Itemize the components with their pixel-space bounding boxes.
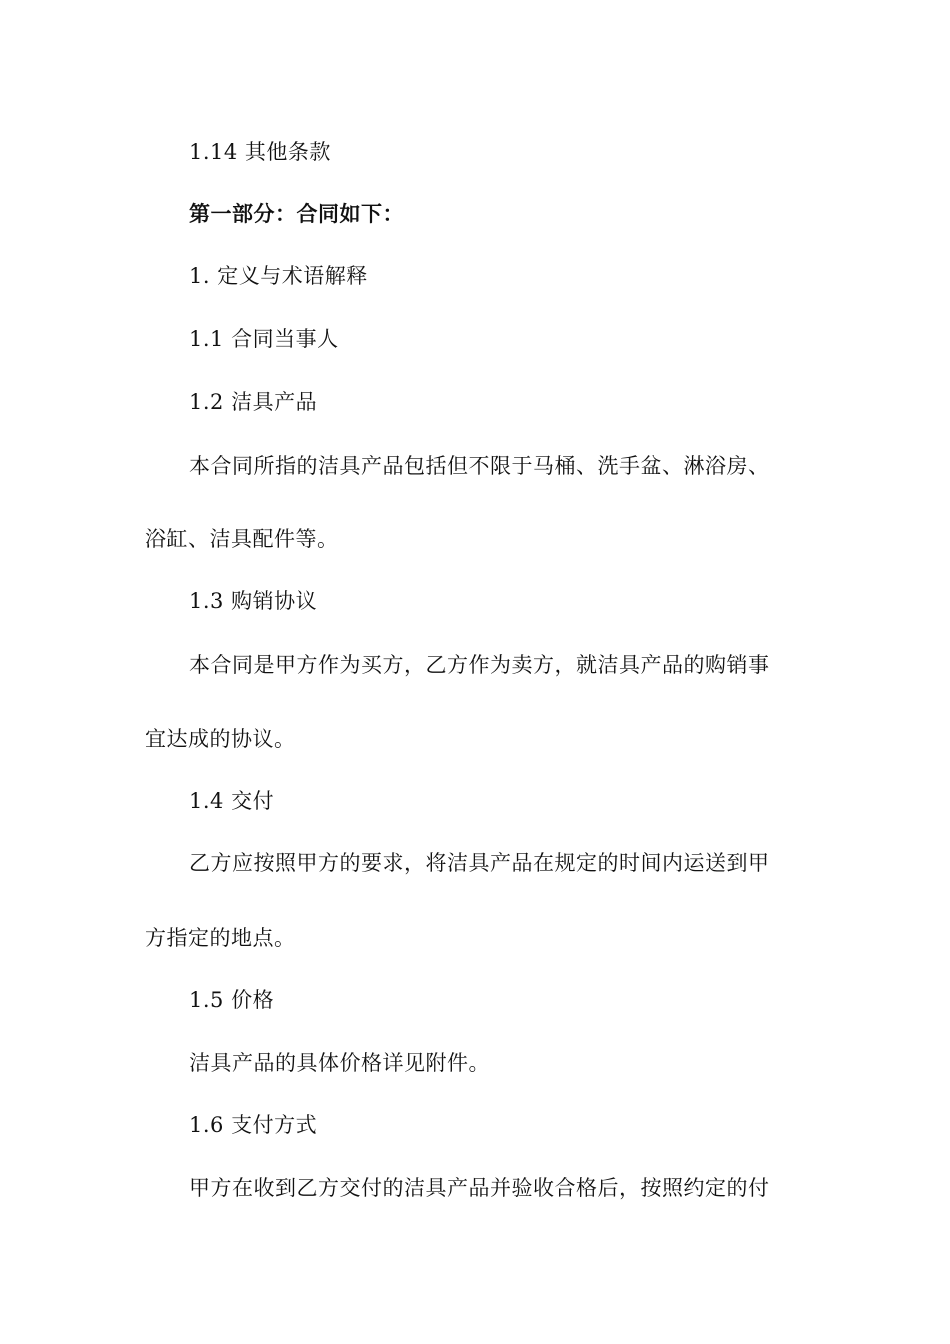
paragraph-line: 甲方在收到乙方交付的洁具产品并验收合格后，按照约定的付 [189, 1176, 770, 1200]
section-1-heading: 1. 定义与术语解释 [189, 264, 368, 288]
paragraph-line: 乙方应按照甲方的要求，将洁具产品在规定的时间内运送到甲 [189, 851, 770, 875]
clause-1-2-heading: 1.2 洁具产品 [189, 390, 318, 414]
paragraph-line: 本合同所指的洁具产品包括但不限于马桶、洗手盆、淋浴房、 [189, 454, 770, 478]
paragraph-line: 宜达成的协议。 [145, 727, 296, 751]
paragraph-line: 洁具产品的具体价格详见附件。 [189, 1051, 490, 1075]
paragraph-line: 浴缸、洁具配件等。 [145, 527, 339, 551]
paragraph-line: 本合同是甲方作为买方，乙方作为卖方，就洁具产品的购销事 [189, 653, 770, 677]
clause-1-1-heading: 1.1 合同当事人 [189, 327, 339, 351]
clause-1-3-heading: 1.3 购销协议 [189, 589, 318, 613]
paragraph-line: 方指定的地点。 [145, 926, 296, 950]
clause-1-4-heading: 1.4 交付 [189, 789, 275, 813]
part-one-heading: 第一部分：合同如下： [189, 202, 404, 226]
clause-1-6-heading: 1.6 支付方式 [189, 1113, 318, 1137]
clause-1-5-heading: 1.5 价格 [189, 988, 275, 1012]
clause-1-14-heading: 1.14 其他条款 [189, 140, 331, 164]
